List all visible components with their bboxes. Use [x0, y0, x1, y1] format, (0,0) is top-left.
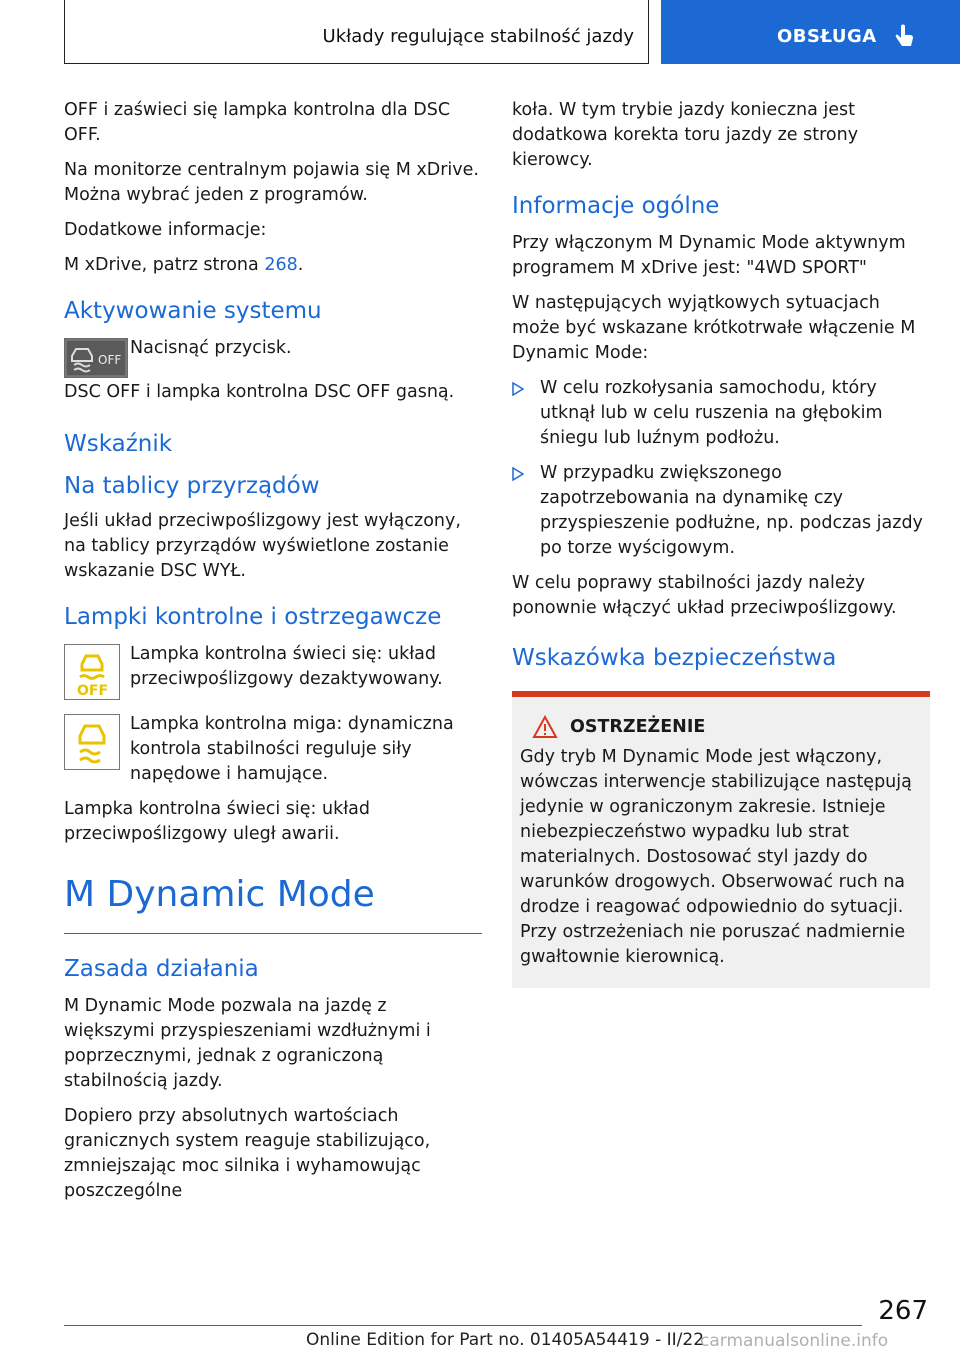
left-column: [64, 98, 482, 1214]
heading-safety: Wskazówka bezpieczeństwa: [512, 645, 837, 671]
right-column: [512, 98, 930, 988]
warning-text: Gdy tryb M Dynamic Mode jest włączony, wówczas interwencje stabilizujące następują jedynie w ograniczonym zakresie. Istnieje niebezpieczeństwo wypadku lub strat materialnych. Dostosować styl jazdy do warunków drogowych. Obserwować ruch na drodze i reagować odpowiednio do sytuacji. Przy ostrzeżeniach nie poruszać nadmiernie gwałtownie kierownicą.: [520, 747, 912, 967]
bullet-list: [512, 376, 930, 561]
reference-end: .: [297, 255, 304, 275]
paragraph: Nacisnąć przycisk.: [130, 338, 292, 358]
activate-row: [64, 336, 482, 392]
page-number: 267: [878, 1296, 928, 1326]
triangle-bullet-icon: [512, 382, 524, 396]
watermark: carmanualsonline.info: [700, 1331, 889, 1351]
svg-text:OFF: OFF: [98, 353, 122, 367]
paragraph-reference: [64, 253, 482, 278]
header-section-title: Układy regulujące stabilność jazdy: [322, 26, 634, 47]
paragraph: DSC OFF i lampka kontrolna DSC OFF gasną.: [64, 382, 455, 402]
tab-obsluga-label: OBSŁUGA: [777, 26, 877, 47]
paragraph: Dodatkowe informacje:: [64, 220, 267, 240]
page-link-268[interactable]: 268: [264, 255, 298, 275]
paragraph: koła. W tym trybie jazdy konieczna jest dodatkowa korekta toru jazdy ze strony kierowcy.: [512, 100, 859, 170]
warning-triangle-icon: [532, 715, 558, 739]
paragraph: Na monitorze centralnym pojawia się M xDrive. Można wybrać jeden z programów.: [64, 160, 479, 205]
paragraph: M Dynamic Mode pozwala na jazdę z większymi przyspieszeniami wzdłużnymi i poprzecznymi, jednak z ograniczoną stabilnością jazdy.: [64, 996, 431, 1091]
lamp-row: [64, 642, 482, 702]
footer-edition: Online Edition for Part no. 01405A54419 - II/22: [306, 1330, 705, 1350]
lamp-row: [64, 712, 482, 787]
paragraph: W następujących wyjątkowych sytuacjach może być wskazane krótkotrwałe włączenie M Dynamic Mode:: [512, 293, 916, 363]
svg-text:OFF: OFF: [77, 683, 109, 699]
list-item: [512, 461, 930, 561]
heading-principle: Zasada działania: [64, 956, 259, 982]
paragraph: OFF i zaświeci się lampka kontrolna dla DSC OFF.: [64, 100, 451, 145]
footer-divider: [64, 1325, 862, 1326]
list-item: [512, 376, 930, 451]
paragraph: W celu poprawy stabilności jazdy należy ponownie włączyć układ przeciwpoślizgowy.: [512, 573, 897, 618]
dsc-active-lamp-icon: [64, 714, 120, 770]
heading-general: Informacje ogólne: [512, 193, 720, 219]
heading-m-dynamic-mode: M Dynamic Mode: [64, 871, 482, 934]
list-item-text: W przypadku zwiększonego zapotrzebowania na dynamikę czy przyspieszenie podłużne, np. podczas jazdy po torze wyścigowym.: [540, 463, 923, 558]
triangle-bullet-icon: [512, 467, 524, 481]
dsc-off-button-icon: [64, 338, 128, 378]
paragraph: Jeśli układ przeciwpoślizgowy jest wyłączony, na tablicy przyrządów wyświetlone zostanie wskazanie DSC WYŁ.: [64, 511, 461, 581]
heading-dashboard: Na tablicy przyrządów: [64, 473, 320, 499]
header-section-box: [64, 0, 649, 64]
warning-header: [532, 715, 922, 739]
reference-text: M xDrive, patrz strona: [64, 255, 265, 275]
heading-indicator: Wskaźnik: [64, 431, 173, 457]
warning-title: OSTRZEŻENIE: [570, 717, 706, 737]
paragraph: Lampka kontrolna świeci się: układ przeciwpoślizgowy uległ awarii.: [64, 799, 371, 844]
list-item-text: W celu rozkołysania samochodu, który utknął lub w celu ruszenia na głębokim śniegu lub luźnym podłożu.: [540, 378, 883, 448]
paragraph: Dopiero przy absolutnych wartościach granicznych system reaguje stabilizująco, zmniejszając moc silnika i wyhamowując poszczególne: [64, 1106, 431, 1201]
paragraph: Przy włączonym M Dynamic Mode aktywnym programem M xDrive jest: "4WD SPORT": [512, 233, 906, 278]
dsc-off-lamp-icon: [64, 644, 120, 700]
heading-activate: Aktywowanie systemu: [64, 298, 322, 324]
paragraph: Lampka kontrolna świeci się: układ przeciwpoślizgowy dezaktywowany.: [130, 644, 443, 689]
paragraph: Lampka kontrolna miga: dynamiczna kontrola stabilności reguluje siły napędowe i hamujące.: [130, 714, 454, 784]
heading-lamps: Lampki kontrolne i ostrzegawcze: [64, 604, 442, 630]
warning-box: [512, 691, 930, 988]
tab-obsluga[interactable]: [661, 0, 960, 64]
hand-pointer-icon: [893, 24, 917, 52]
